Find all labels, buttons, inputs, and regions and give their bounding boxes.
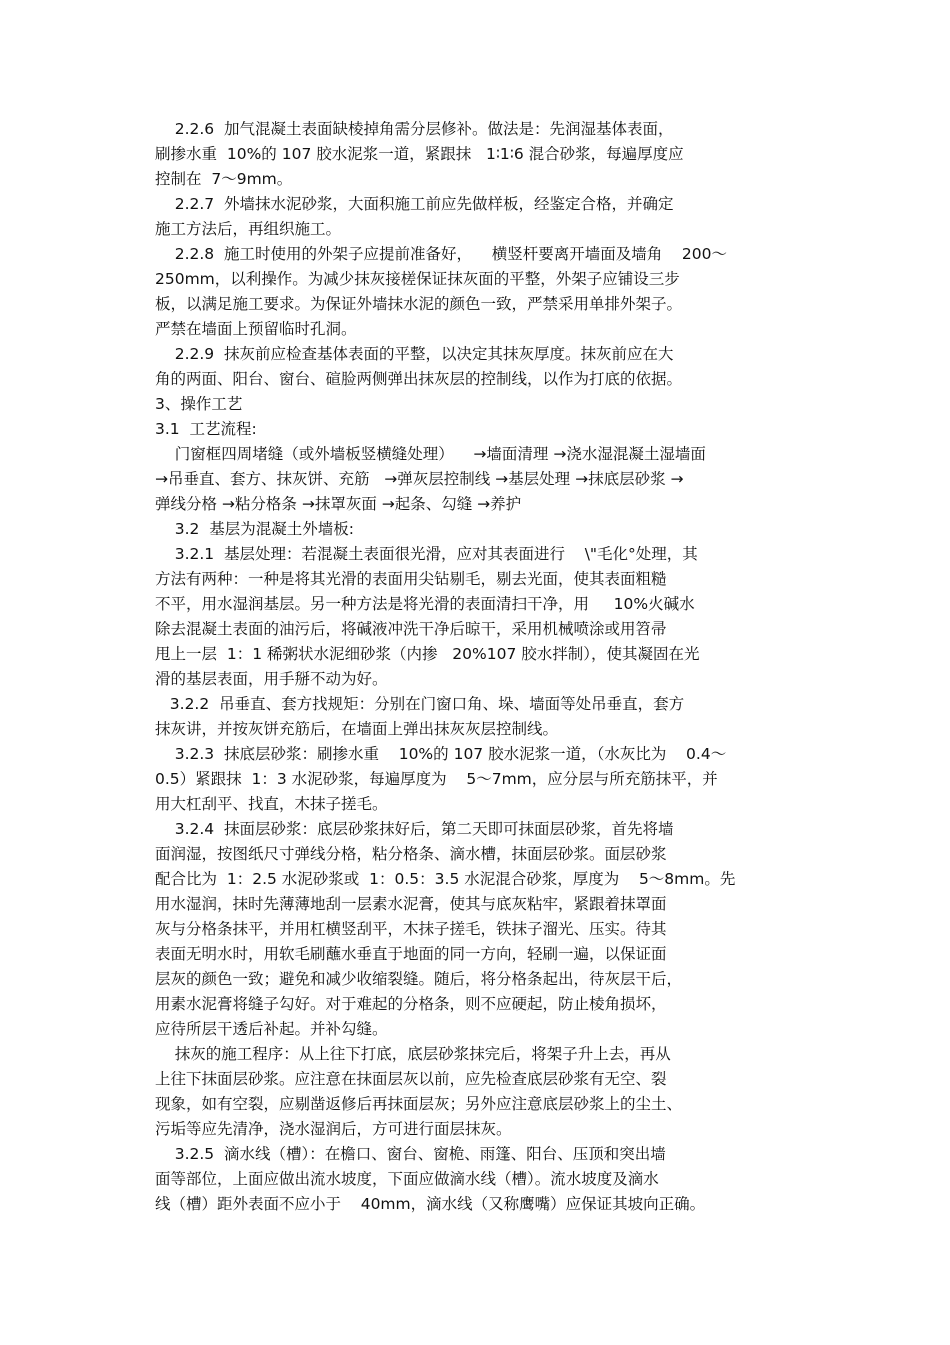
text-line: 用素水泥膏将缝子勾好。对于难起的分格条，则不应硬起，防止棱角损坏，	[155, 995, 667, 1013]
text-line: 0.5）紧跟抹 1：3 水泥砂浆，每遍厚度为 5～7mm，应分层与所充筋抹平，并	[155, 770, 718, 788]
text-line: 3.2.5 滴水线（槽）：在檐口、窗台、窗桅、雨篷、阳台、压顶和突出墙	[155, 1145, 666, 1163]
text-line: 现象，如有空裂，应剔凿返修后再抹面层灰；另外应注意底层砂浆上的尘土、	[155, 1095, 683, 1113]
text-line: 3.2.3 抹底层砂浆：刷掺水重 10%的 107 胶水泥浆一道，（水灰比为 0.4～	[155, 745, 727, 763]
text-line: 灰与分格条抹平，并用杠横竖刮平，木抹子搓毛，铁抹子溜光、压实。待其	[155, 920, 667, 938]
text-line: 弹线分格 →粘分格条 →抹罩灰面 →起条、勾缝 →养护	[155, 495, 522, 513]
text-line: 方法有两种：一种是将其光滑的表面用尖钻剔毛，剔去光面，使其表面粗糙	[155, 570, 667, 588]
body-text	[155, 117, 800, 1217]
text-line: 板，以满足施工要求。为保证外墙抹水泥的颜色一致，严禁采用单排外架子。	[155, 295, 683, 313]
subsection-heading: 3.1 工艺流程:	[155, 420, 257, 438]
text-line: 角的两面、阳台、窗台、碹脸两侧弹出抹灰层的控制线，以作为打底的依据。	[155, 370, 683, 388]
text-line: 250mm，以利操作。为减少抹灰接槎保证抹灰面的平整，外架子应铺设三步	[155, 270, 680, 288]
text-line: 抹灰讲，并按灰饼充筋后，在墙面上弹出抹灰灰层控制线。	[155, 720, 559, 738]
text-line: 除去混凝土表面的油污后，将碱液冲洗干净后晾干，采用机械喷涂或用笤帚	[155, 620, 667, 638]
text-line: 甩上一层 1：1 稀粥状水泥细砂浆（内掺 20%107 胶水拌制），使其凝固在光	[155, 645, 700, 663]
text-line: 控制在 7～9mm。	[155, 170, 293, 188]
text-line: 3.2.1 基层处理：若混凝土表面很光滑，应对其表面进行 \"毛化°处理，其	[155, 545, 698, 563]
section-heading: 3、操作工艺	[155, 395, 243, 413]
text-line: 用水湿润，抹时先薄薄地刮一层素水泥膏，使其与底灰粘牢，紧跟着抹罩面	[155, 895, 667, 913]
subsection-heading: 3.2 基层为混凝土外墙板:	[155, 520, 354, 538]
text-line: 2.2.7 外墙抹水泥砂浆，大面积施工前应先做样板，经鉴定合格，并确定	[155, 195, 674, 213]
text-line: 3.2.2 吊垂直、套方找规矩：分别在门窗口角、垛、墙面等处吊垂直，套方	[155, 695, 685, 713]
text-line: 刷掺水重 10%的 107 胶水泥浆一道，紧跟抹 1∶1∶6 混合砂浆，每遍厚度应	[155, 145, 684, 163]
text-line: →吊垂直、套方、抹灰饼、充筋 →弹灰层控制线 →基层处理 →抹底层砂浆 →	[155, 470, 684, 488]
text-line: 滑的基层表面，用手掰不动为好。	[155, 670, 388, 688]
text-line: 应待所层干透后补起。并补勾缝。	[155, 1020, 388, 1038]
text-line: 2.2.9 抹灰前应检查基体表面的平整，以决定其抹灰厚度。抹灰前应在大	[155, 345, 674, 363]
text-line: 抹灰的施工程序：从上往下打底，底层砂浆抹完后，将架子升上去，再从	[155, 1045, 671, 1063]
text-line: 线（槽）距外表面不应小于 40mm，滴水线（又称鹰嘴）应保证其坡向正确。	[155, 1195, 706, 1213]
text-line: 用大杠刮平、找直，木抹子搓毛。	[155, 795, 388, 813]
text-line: 层灰的颜色一致；避免和减少收缩裂缝。随后，将分格条起出，待灰层干后，	[155, 970, 683, 988]
text-line: 2.2.8 施工时使用的外架子应提前准备好， 横竖杆要离开墙面及墙角 200～	[155, 245, 728, 263]
text-line: 表面无明水时，用软毛刷蘸水垂直于地面的同一方向，轻刷一遍，以保证面	[155, 945, 667, 963]
text-line: 面润湿，按图纸尺寸弹线分格，粘分格条、滴水槽，抹面层砂浆。面层砂浆	[155, 845, 667, 863]
text-line: 上往下抹面层砂浆。应注意在抹面层灰以前，应先检查底层砂浆有无空、裂	[155, 1070, 667, 1088]
text-line: 施工方法后，再组织施工。	[155, 220, 342, 238]
text-line: 配合比为 1：2.5 水泥砂浆或 1：0.5：3.5 水泥混合砂浆，厚度为 5～8mm。先	[155, 870, 736, 888]
text-line: 面等部位，上面应做出流水坡度，下面应做滴水线（槽）。流水坡度及滴水	[155, 1170, 659, 1188]
text-line: 2.2.6 加气混凝土表面缺棱掉角需分层修补。做法是：先润湿基体表面，	[155, 120, 674, 138]
text-line: 污垢等应先清净，浇水湿润后，方可进行面层抹灰。	[155, 1120, 512, 1138]
text-line: 门窗框四周堵缝（或外墙板竖横缝处理） →墙面清理 →浇水湿混凝土湿墙面	[155, 445, 706, 463]
text-line: 严禁在墙面上预留临时孔洞。	[155, 320, 357, 338]
text-line: 不平，用水湿润基层。另一种方法是将光滑的表面清扫干净，用 10%火碱水	[155, 595, 695, 613]
text-line: 3.2.4 抹面层砂浆：底层砂浆抹好后，第二天即可抹面层砂浆，首先将墙	[155, 820, 674, 838]
